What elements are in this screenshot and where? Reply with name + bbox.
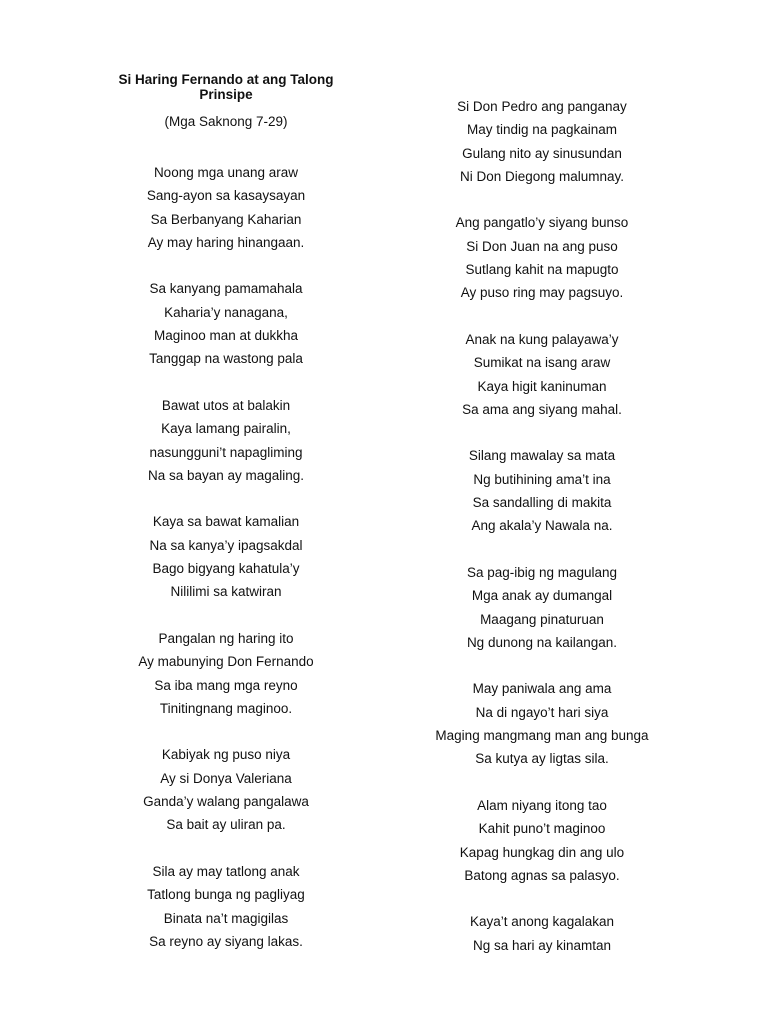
verse-line: Sumikat na isang araw <box>473 355 611 371</box>
verse-line: Noong mga unang araw <box>153 165 299 180</box>
verse-line: Ay mabunying Don Fernando <box>138 654 314 670</box>
verse-line: Sa pag-ibig ng magulang <box>466 564 618 580</box>
right-column <box>412 95 672 957</box>
verse-line: Alam niyang itong tao <box>477 797 607 813</box>
verse-line: Kapag hungkag din ang ulo <box>459 844 625 860</box>
verse-line: Binata na’t magigilas <box>163 910 289 926</box>
verse-line: Sa kanyang pamamahala <box>149 281 303 297</box>
verse-line: Na di ngayo’t hari siya <box>475 704 609 720</box>
stanza <box>96 860 356 953</box>
verse-line: Kaya sa bawat kamalian <box>152 514 300 530</box>
left-stanzas <box>96 161 356 953</box>
verse-line: May tindig na pagkainam <box>466 122 618 138</box>
verse-line: Nililimi sa katwiran <box>170 584 282 600</box>
stanza <box>412 910 672 957</box>
verse-line: Gulang nito ay sinusundan <box>462 145 622 161</box>
verse-line: Batong agnas sa palasyo. <box>464 867 620 883</box>
stanza <box>96 627 356 720</box>
verse-line: Bago bigyang kahatula’y <box>152 561 300 577</box>
document-title <box>96 72 356 102</box>
verse-line: May paniwala ang ama <box>472 681 612 697</box>
verse-line: Tanggap na wastong pala <box>149 351 303 367</box>
stanza <box>96 161 356 254</box>
verse-line: Kahit puno’t maginoo <box>478 821 606 837</box>
verse-line: Kaya’t anong kagalakan <box>469 914 615 930</box>
verse-line: Silang mawalay sa mata <box>468 448 616 464</box>
verse-line: nasungguni’t napagliming <box>149 444 303 460</box>
verse-line: Sa reyno ay siyang lakas. <box>149 933 303 949</box>
verse-line: Sutlang kahit na mapugto <box>465 262 619 278</box>
stanza <box>412 444 672 537</box>
verse-line: Sa kutya ay ligtas sila. <box>475 751 609 767</box>
verse-line: Mga anak ay dumangal <box>471 588 613 604</box>
verse-line: Kaya lamang pairalin, <box>161 421 291 437</box>
verse-line: Pangalan ng haring ito <box>158 630 294 646</box>
verse-line: Ni Don Diegong malumnay. <box>459 168 625 184</box>
stanza <box>96 277 356 370</box>
stanza <box>412 328 672 421</box>
title-line-2: Prinsipe <box>199 87 253 102</box>
verse-line: Maginoo man at dukkha <box>153 328 299 344</box>
stanza <box>412 561 672 654</box>
verse-line: Ang pangatlo’y siyang bunso <box>455 215 629 231</box>
stanza <box>96 510 356 603</box>
verse-line: Si Don Juan na ang puso <box>466 238 618 254</box>
verse-line: Kabiyak ng puso niya <box>161 747 291 763</box>
verse-line: Sa Berbanyang Kaharian <box>150 211 302 227</box>
verse-line: Tinitingnang maginoo. <box>159 700 293 716</box>
verse-line: Anak na kung palayawa’y <box>465 331 619 347</box>
verse-line: Ng sa hari ay kinamtan <box>472 937 612 953</box>
verse-line: Maging mangmang man ang bunga <box>435 728 649 744</box>
verse-line: Ay puso ring may pagsuyo. <box>460 285 624 301</box>
stanza <box>96 743 356 836</box>
document-subtitle: (Mga Saknong 7-29) <box>164 114 288 129</box>
right-stanzas <box>412 95 672 957</box>
stanza <box>96 394 356 487</box>
verse-line: Kaharia’y nanagana, <box>164 304 288 320</box>
verse-line: Ganda’y walang pangalawa <box>143 794 309 810</box>
verse-line: Bawat utos at balakin <box>161 397 291 413</box>
verse-line: Ang akala’y Nawala na. <box>471 518 613 534</box>
stanza <box>412 677 672 770</box>
verse-line: Sa ama ang siyang mahal. <box>462 401 622 417</box>
verse-line: Ng dunong na kailangan. <box>466 634 618 650</box>
verse-line: Kaya higit kaninuman <box>477 378 607 394</box>
stanza <box>412 794 672 887</box>
verse-line: Ay si Donya Valeriana <box>160 770 292 786</box>
verse-line: Maagang pinaturuan <box>480 611 604 627</box>
verse-line: Sa iba mang mga reyno <box>154 677 298 693</box>
stanza <box>412 95 672 188</box>
verse-line: Na sa kanya’y ipagsakdal <box>149 537 303 553</box>
verse-line: Sila ay may tatlong anak <box>152 863 300 879</box>
left-column <box>96 72 356 953</box>
title-line-1: Si Haring Fernando at ang Talong <box>118 72 334 87</box>
verse-line: Ay may haring hinangaan. <box>147 234 305 250</box>
verse-line: Ng butihining ama’t ina <box>473 471 611 487</box>
verse-line: Si Don Pedro ang panganay <box>457 99 627 114</box>
verse-line: Sa bait ay uliran pa. <box>166 817 286 833</box>
verse-line: Tatlong bunga ng pagliyag <box>147 887 305 903</box>
verse-line: Sang-ayon sa kasaysayan <box>146 188 306 204</box>
verse-line: Na sa bayan ay magaling. <box>147 467 305 483</box>
stanza <box>412 211 672 304</box>
verse-line: Sa sandalling di makita <box>472 495 612 511</box>
